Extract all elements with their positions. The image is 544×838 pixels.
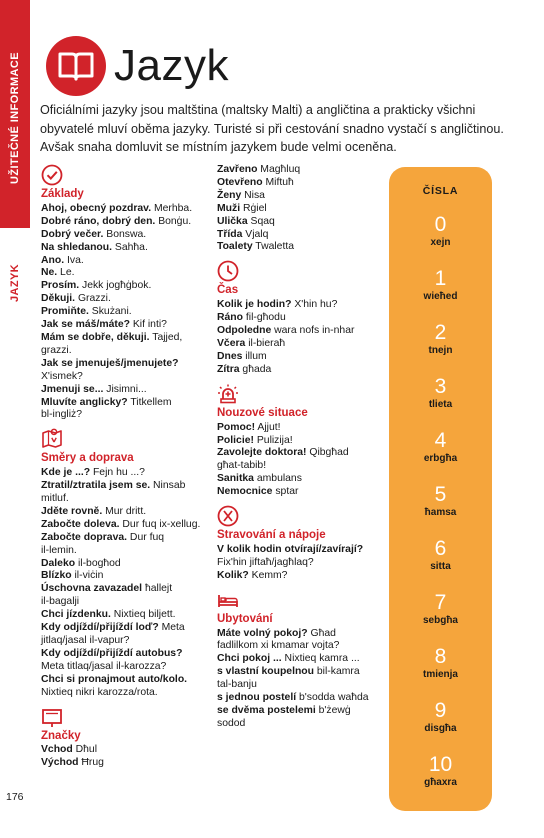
phrase-line: Máte volný pokoj? Għad	[217, 627, 336, 639]
number-item: 6 sitta	[430, 537, 451, 572]
number-item: 2 tnejn	[428, 321, 453, 356]
phrase-line: Zítra għada	[217, 363, 272, 375]
phrase-line: Pomoc! Ajjut!	[217, 421, 281, 433]
phrase-line: Promiňte. Skużani.	[41, 306, 132, 318]
phrase-line: Jak se jmenuješ/jmenujete?	[41, 357, 179, 369]
phrase-line: il-bagalji	[41, 596, 80, 608]
intro-paragraph: Oficiálními jazyky jsou maltština (maltsky Malti) a angličtina a prakticky všichni obyvatelé mluví oběma jazyky. Turisté si při cestování snadno vystačí s angličtinou. Avšak snaha domluvit se místním jazykem bude velmi oceněna.	[40, 103, 504, 154]
checkmark-circle-icon	[41, 164, 63, 186]
phrase-column-1	[41, 164, 209, 770]
phrase-line: fadlilkom xi kmamar vojta?	[217, 640, 340, 652]
number-item: 10 għaxra	[424, 753, 457, 788]
phrase-line: Meta titlaq/jasal il-karozza?	[41, 660, 167, 672]
phrase-line: Kdy odjíždí/přijíždí loď? Meta	[41, 622, 185, 634]
number-item: 9 disgħa	[424, 699, 457, 734]
phrase-line: għat-tabib!	[217, 460, 267, 472]
phrase-line: Zabočte doprava. Dur fuq	[41, 531, 165, 543]
phrase-line: Dobré ráno, dobrý den. Bonġu.	[41, 215, 192, 227]
phrase-line: Ráno fil-għodu	[217, 312, 286, 324]
phrase-line: bl-ingliż?	[41, 409, 83, 421]
phrase-line: Dobrý večer. Bonswa.	[41, 228, 147, 240]
phrase-line: Mám se dobře, děkuji. Tajjed,	[41, 331, 183, 343]
section-zaklady-lines	[41, 203, 209, 422]
phrase-line: Na shledanou. Sahħa.	[41, 241, 148, 253]
map-pin-icon	[41, 428, 63, 450]
phrase-line: mitluf.	[41, 493, 69, 505]
section-smery-lines	[41, 467, 209, 699]
phrase-line: Východ Ħrug	[41, 757, 104, 769]
phrase-line: Blízko il-viċin	[41, 570, 104, 582]
fork-knife-icon	[217, 505, 239, 527]
section-heading-ubytovani: Ubytování	[217, 612, 273, 625]
phrase-line: s vlastní koupelnou bil-kamra	[217, 666, 360, 678]
phrase-line: Chci pokoj ... Nixtieq kamra ...	[217, 653, 360, 665]
section-heading-cas: Čas	[217, 284, 239, 297]
bed-icon	[217, 589, 239, 611]
phrase-line: Toalety Twaletta	[217, 241, 295, 253]
phrase-line: Zabočte doleva. Dur fuq ix-xellug.	[41, 518, 201, 530]
phrase-line: Kolik? Kemm?	[217, 569, 288, 581]
phrase-line: Úschovna zavazadel ħallejt	[41, 583, 173, 595]
numbers-title: ČÍSLA	[422, 185, 459, 197]
page-header	[46, 33, 229, 99]
phrase-line: Otevřeno Miftuħ	[217, 176, 294, 188]
phrase-line: Mluvíte anglicky? Titkellem	[41, 396, 172, 408]
phrase-line: Daleko il-bogħod	[41, 557, 121, 569]
side-tab-label-top: UŽITEČNÉ INFORMACE	[9, 52, 21, 184]
number-item: 5 ħamsa	[424, 483, 457, 518]
phrase-line: Kdy odjíždí/přijíždí autobus?	[41, 647, 183, 659]
phrase-line: Ano. Iva.	[41, 254, 84, 266]
phrase-line: Chci jízdenku. Nixtieq biljett.	[41, 609, 176, 621]
phrase-line: Ztratil/ztratila jsem se. Ninsab	[41, 480, 186, 492]
numbers-box	[389, 167, 492, 811]
phrase-line: Policie! Pulizija!	[217, 434, 293, 446]
side-tab	[0, 0, 30, 328]
phrase-line: se dvěma postelemi b'żewġ	[217, 705, 351, 716]
number-item: 7 sebgħa	[422, 591, 458, 626]
section-stravovani-lines	[217, 544, 379, 583]
phrase-line: Zavolejte doktora! Qibgħad	[217, 447, 349, 459]
phrase-column-2	[217, 164, 379, 731]
phrase-line: Ulička Sqaq	[217, 215, 275, 227]
phrase-line: il-lemin.	[41, 544, 77, 556]
number-item: 0 xejn	[430, 213, 451, 248]
section-cas-lines	[217, 299, 379, 376]
phrase-line: Odpoledne wara nofs in-nhar	[217, 325, 355, 337]
section-heading-smery: Směry a doprava	[41, 452, 134, 465]
phrase-line: Ahoj, obecný pozdrav. Merhba.	[41, 202, 193, 214]
phrase-line: Kde je ...? Fejn hu ...?	[41, 467, 145, 479]
clock-icon	[217, 260, 239, 282]
side-tab-label-bottom: JAZYK	[9, 263, 21, 303]
number-item: 8 tmienja	[422, 645, 458, 680]
siren-icon	[217, 383, 239, 405]
page-number: 176	[6, 791, 24, 803]
phrase-line: Muži Rġiel	[217, 202, 267, 214]
phrase-line: Sanitka ambulans	[217, 473, 302, 485]
phrase-line: Chci si pronajmout auto/kolo.	[41, 673, 188, 685]
section-ubytovani-lines	[217, 628, 379, 731]
number-item: 4 erbgħa	[423, 429, 458, 464]
phrase-line: Třída Vjalq	[217, 228, 269, 240]
section-heading-nouzove: Nouzové situace	[217, 406, 308, 419]
phrase-line: sodod	[217, 717, 246, 729]
phrase-line: Dnes illum	[217, 350, 267, 362]
phrase-line: V kolik hodin otvírají/zavírají?	[217, 543, 364, 555]
phrase-line: X'ismek?	[41, 370, 83, 382]
page-title: Jazyk	[114, 41, 229, 90]
phrase-line: Ženy Nisa	[217, 189, 265, 201]
phrase-line: jitlaq/jasal il-vapur?	[41, 635, 130, 646]
phrase-line: Včera il-bieraħ	[217, 337, 286, 349]
section-znacky-lines-b	[217, 164, 379, 254]
phrase-line: Jak se máš/máte? Kif inti?	[41, 319, 167, 331]
phrase-line: grazzi.	[41, 344, 72, 356]
sign-icon	[41, 706, 63, 728]
phrase-line: Fix'hin jiftaħ/jagħlaq?	[217, 556, 314, 568]
phrase-line: Zavřeno Magħluq	[217, 164, 301, 175]
phrase-line: Nemocnice sptar	[217, 486, 299, 498]
section-heading-znacky: Značky	[41, 729, 81, 742]
phrase-line: Jmenuji se... Jisimni...	[41, 383, 147, 395]
number-item: 1 wieħed	[423, 267, 458, 302]
phrase-line: Ne. Le.	[41, 267, 75, 279]
section-heading-stravovani: Stravování a nápoje	[217, 529, 326, 542]
section-nouzove-lines	[217, 422, 379, 499]
phrase-line: Jděte rovně. Mur dritt.	[41, 505, 147, 517]
phrase-line: s jednou postelí b'sodda waħda	[217, 692, 369, 704]
phrase-line: Děkuji. Grazzi.	[41, 293, 111, 305]
phrase-line: Prosím. Jekk jogħġbok.	[41, 280, 152, 292]
phrase-line: tal-banju	[217, 679, 257, 691]
number-item: 3 tlieta	[428, 375, 453, 410]
section-heading-zaklady: Základy	[41, 188, 84, 200]
phrase-line: Vchod Dħul	[41, 744, 98, 756]
book-icon	[46, 36, 106, 96]
phrase-line: Nixtieq nikri karozza/rota.	[41, 686, 158, 698]
phrase-line: Kolik je hodin? X'hin hu?	[217, 299, 338, 311]
section-znacky-lines-a	[41, 744, 209, 770]
